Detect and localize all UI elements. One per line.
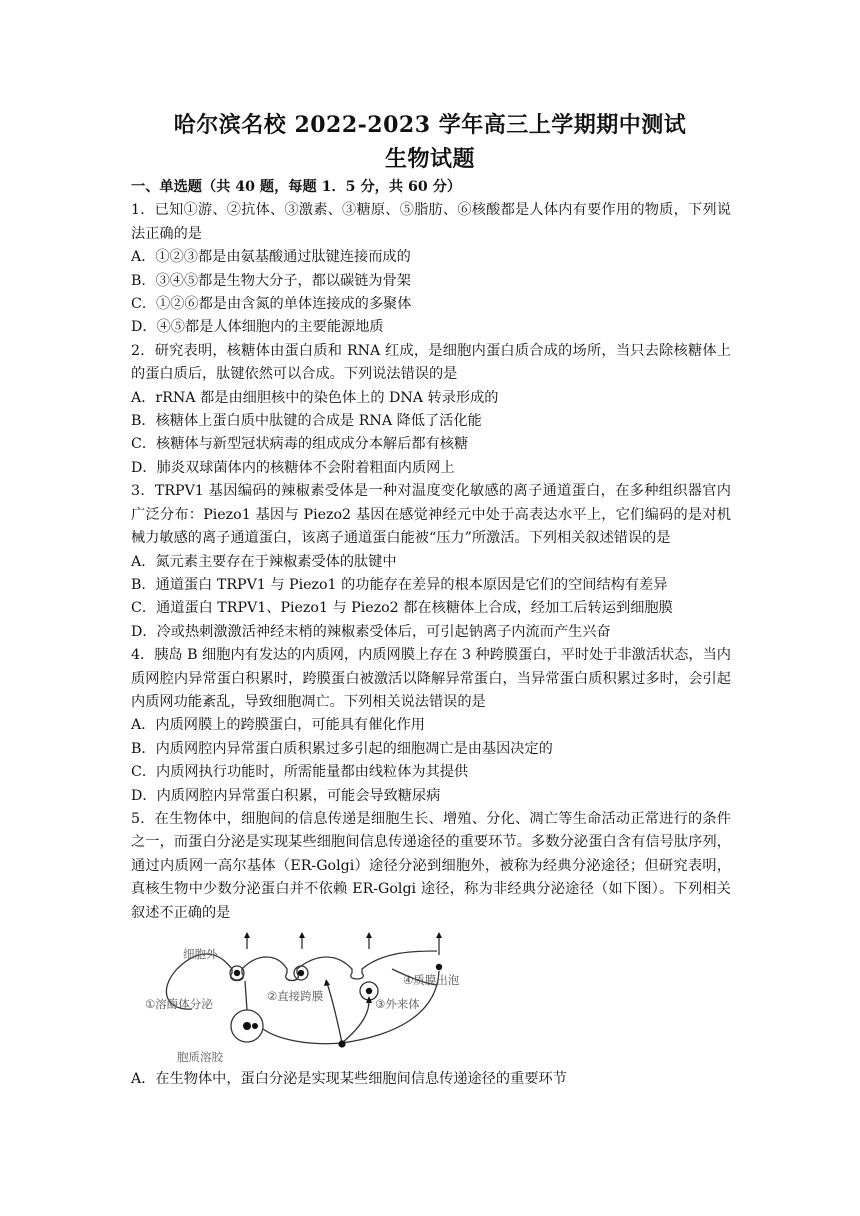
label-cytosol: 胞质溶胶 bbox=[177, 1050, 223, 1064]
section-heading: 一、单选题（共 40 题，每题 1．5 分，共 60 分） bbox=[131, 179, 462, 195]
question-4 bbox=[131, 644, 731, 808]
question-3 bbox=[131, 480, 731, 644]
question-5 bbox=[131, 808, 731, 1091]
question-stem: 5．在生物体中，细胞间的信息传递是细胞生长、增殖、分化、凋亡等生命活动正常进行的条件之一，而蛋白分泌是实现某些细胞间信息传递途径的重要环节。多数分泌蛋白含有信号肽序列，通过内质网一高尔基体（ER-Golgi）途径分泌到细胞外，被称为经典分泌途径；但研究表明，真核生物中少数分泌蛋白并不依赖 ER-Golgi 途径，称为非经典分泌途径（如下图）。下列相关叙述不正确的是 bbox=[131, 810, 731, 921]
option-b: B．核糖体上蛋白质中肽键的合成是 RNA 降低了活化能 bbox=[131, 413, 482, 430]
exam-subtitle: 生物试题 bbox=[384, 146, 475, 172]
option-b: B．③④⑤都是生物大分子，都以碳链为骨架 bbox=[131, 272, 411, 289]
exam-title: 哈尔滨名校 2022-2023 学年高三上学期期中测试 bbox=[173, 112, 687, 138]
option-b: B．内质网腔内异常蛋白质积累过多引起的细胞凋亡是由基因决定的 bbox=[131, 740, 553, 757]
option-a: A．内质网膜上的跨膜蛋白，可能具有催化作用 bbox=[131, 717, 425, 734]
option-c: C．核糖体与新型冠状病毒的组成成分本解后都有核糖 bbox=[131, 436, 469, 453]
question-2 bbox=[131, 340, 731, 480]
option-d: D．冷或热刺激激活神经末梢的辣椒素受体后，可引起钠离子内流而产生兴奋 bbox=[131, 623, 611, 640]
exam-content bbox=[131, 176, 731, 1091]
option-c: C．内质网执行功能时，所需能量都由线粒体为其提供 bbox=[131, 764, 469, 781]
question-stem: 3．TRPV1 基因编码的辣椒素受体是一种对温度变化敏感的离子通道蛋白，在多种组织器官内广泛分布：Piezo1 基因与 Piezo2 基因在感觉神经元中处于高表达水平上，它们编码的是对机械力敏感的离子通道蛋白，该离子通道蛋白能被“压力”所激活。下列相关叙述错误的是 bbox=[131, 483, 731, 547]
option-c: C．通道蛋白 TRPV1、Piezo1 与 Piezo2 都在核糖体上合成，经加工后转运到细胞膜 bbox=[131, 600, 673, 617]
label-extracellular: 细胞外 bbox=[183, 947, 218, 961]
option-a: A．rRNA 都是由细胆核中的染色体上的 DNA 转录形成的 bbox=[131, 389, 499, 406]
option-a: A．氮元素主要存在于辣椒素受体的肽键中 bbox=[131, 553, 397, 570]
secretion-pathway-diagram bbox=[137, 931, 460, 1064]
question-stem: 4．胰岛 B 细胞内有发达的内质网，内质网膜上存在 3 种跨膜蛋白，平时处于非激活状态，当内质网腔内异常蛋白积累时，跨膜蛋白被激活以降解异常蛋白，当异常蛋白质积累过多时，会引起内质网功能紊乱，导致细胞凋亡。下列相关说法错误的是 bbox=[131, 647, 731, 710]
option-d: D．肺炎双球菌体内的核糖体不会附着粗面内质网上 bbox=[131, 459, 455, 476]
option-d: D．④⑤都是人体细胞内的主要能源地质 bbox=[131, 319, 384, 336]
option-a: A．在生物体中，蛋白分泌是实现某些细胞间信息传递途径的重要环节 bbox=[131, 1071, 567, 1087]
question-1 bbox=[131, 199, 731, 339]
option-b: B．通道蛋白 TRPV1 与 Piezo1 的功能存在差异的根本原因是它们的空间结构有差异 bbox=[131, 576, 668, 593]
question-stem: 2．研究表明，核糖体由蛋白质和 RNA 红成，是细胞内蛋白质合成的场所，当只去除核糖体上的蛋白质后，肽键依然可以合成。下列说法错误的是 bbox=[131, 342, 731, 383]
label-membrane-blebbing: ④质膜出泡 bbox=[403, 973, 460, 987]
option-d: D．内质网腔内异常蛋白积累，可能会导致糖尿病 bbox=[131, 787, 441, 804]
label-lysosome-secretion: ①溶酶体分泌 bbox=[145, 997, 213, 1011]
question-stem: 1．已知①游、②抗体、③激素、③糖原、⑤脂肪、⑥核酸都是人体内有要作用的物质，下列说法正确的是 bbox=[131, 202, 731, 242]
option-c: C．①②⑥都是由含氮的单体连接成的多聚体 bbox=[131, 296, 412, 313]
label-exosome: ③外来体 bbox=[375, 997, 420, 1011]
label-direct-transmembrane: ②直接跨膜 bbox=[267, 989, 324, 1003]
option-a: A．①②③都是由氨基酸通过肽键连接而成的 bbox=[131, 249, 411, 266]
